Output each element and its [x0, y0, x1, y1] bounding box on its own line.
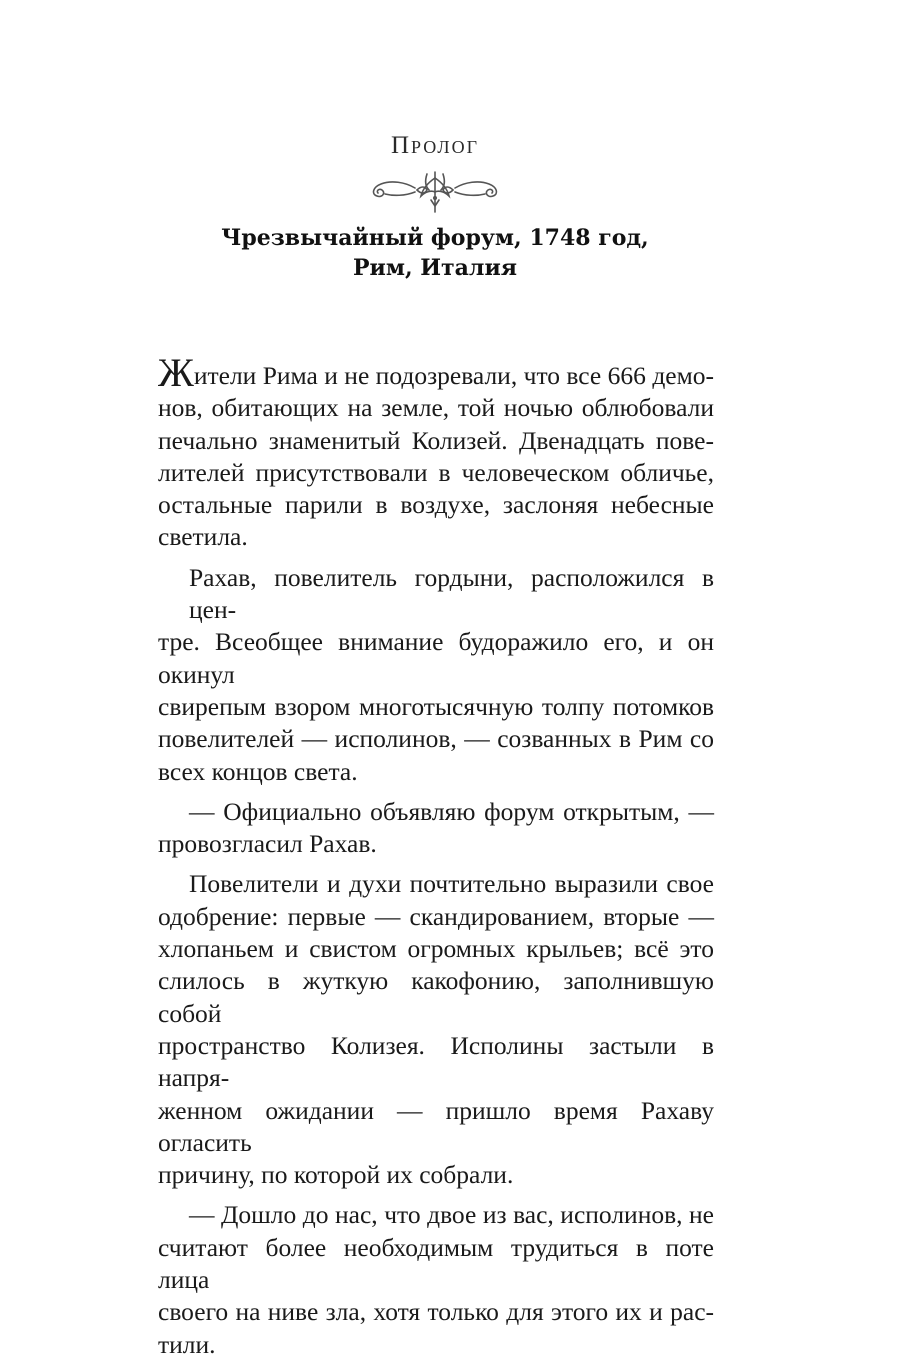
- heading-line-1: Чрезвычайный форум, 1748 год,: [221, 225, 649, 251]
- text-line: нов, обитающих на земле, той ночью облюбовали: [158, 393, 714, 423]
- paragraph: [158, 562, 714, 788]
- chapter-label: Пролог: [390, 132, 479, 159]
- text-line: повелителей — исполинов, — созванных в Рим со: [158, 724, 714, 754]
- drop-cap: Ж: [158, 350, 194, 395]
- paragraph: [158, 1199, 714, 1360]
- text-line: Жители Рима и не подозревали, что все 666 демо-: [158, 350, 714, 395]
- text-line: Рахав, повелитель гордыни, расположился в цен-: [189, 562, 714, 625]
- text-line: остальные парили в воздухе, заслоняя небесные: [158, 490, 714, 520]
- heading-line-2: Рим, Италия: [352, 255, 518, 281]
- text-line: своего на ниве зла, хотя только для этого их и рас-: [158, 1297, 714, 1327]
- text-line: одобрение: первые — скандированием, вторые —: [158, 901, 714, 931]
- text-line: тре. Всеобщее внимание будоражило его, и он окинул: [158, 627, 714, 689]
- text-line: тили.: [158, 1329, 216, 1359]
- text-line: Повелители и духи почтительно выразили свое: [189, 869, 714, 899]
- text-line: провозгласил Рахав.: [158, 829, 377, 859]
- text-line: — Дошло до нас, что двое из вас, исполинов, не: [189, 1200, 714, 1230]
- text-line: — Официально объявляю форум открытым, —: [189, 796, 714, 826]
- text-line: пространство Колизея. Исполины застыли в напря-: [158, 1030, 714, 1093]
- text-line: хлопаньем и свистом огромных крыльев; всё это: [158, 934, 714, 964]
- text-line: считают более необходимым трудиться в поте лица: [158, 1232, 714, 1295]
- text-line: светила.: [158, 522, 248, 552]
- text-line: причину, по которой их собрали.: [158, 1160, 514, 1190]
- chapter-heading: [0, 223, 870, 283]
- text-line: лителей присутствовали в человеческом обличье,: [158, 457, 714, 487]
- scroll-flourish-icon: [365, 168, 505, 214]
- text-line: печально знаменитый Колизей. Двенадцать пове-: [158, 425, 714, 455]
- text-line: женном ожидании — пришло время Рахаву огласить: [158, 1095, 714, 1157]
- text-line: свирепым взором многотысячную толпу потомков: [158, 691, 714, 721]
- paragraph: [158, 868, 714, 1191]
- paragraph: [158, 350, 714, 554]
- body-text: [158, 350, 714, 1369]
- text-line: всех концов света.: [158, 756, 358, 786]
- paragraph: [158, 796, 714, 861]
- text-line: слилось в жуткую какофонию, заполнившую собой: [158, 966, 714, 1028]
